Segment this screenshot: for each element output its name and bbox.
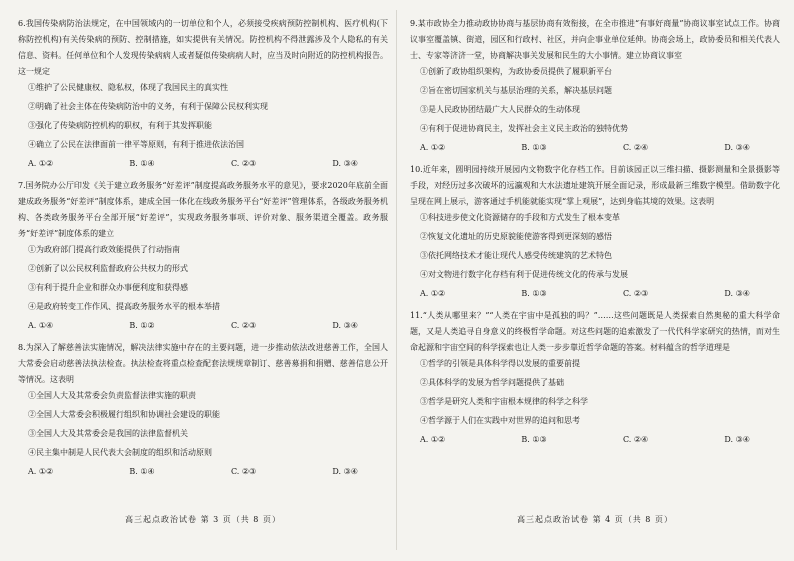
statement: ②具体科学的发展为哲学问题提供了基础 bbox=[420, 378, 564, 387]
question-stem: “人类从哪里来？”“人类在宇宙中是孤独的吗？”……这些问题既是人类探索自然奥秘的重大科学命题，又是人类追寻自身意义的终极哲学命题。对这些问题的追索激发了一代代科学家研究的热情，而对生命起源和宇宙空间的科学探索也让人类一步步靠近哲学命题的答案。材料蕴含的哲学道理是 bbox=[410, 311, 780, 352]
choice-c: C. ②③ bbox=[230, 467, 257, 476]
choice-d: D. ③④ bbox=[724, 289, 750, 298]
choice-a: A. ①② bbox=[28, 159, 54, 168]
choice-b: B. ①④ bbox=[129, 159, 155, 168]
choice-d: D. ③④ bbox=[332, 159, 358, 168]
choice-c: C. ②③ bbox=[230, 321, 257, 330]
question-number: 7. bbox=[18, 181, 26, 190]
answer-choices bbox=[410, 286, 780, 302]
choice-c: C. ②③ bbox=[622, 289, 649, 298]
question-11 bbox=[410, 308, 780, 448]
statement: ④是政府转变工作作风、提高政务服务水平的根本举措 bbox=[28, 302, 220, 311]
question-10 bbox=[410, 162, 780, 302]
statement: ④确立了公民在法律面前一律平等原则，有利于推进依法治国 bbox=[28, 140, 244, 149]
statement: ③强化了传染病防控机构的职权，有利于其发挥职能 bbox=[28, 121, 212, 130]
answer-choices bbox=[18, 156, 388, 172]
statement: ②明确了社会主体在传染病防治中的义务，有利于保障公民权利实现 bbox=[28, 102, 268, 111]
statement: ④对文物进行数字化存档有利于促进传统文化的传承与发展 bbox=[420, 270, 628, 279]
choice-a: A. ①② bbox=[420, 435, 446, 444]
statement: ①哲学的引领是具体科学得以发展的重要前提 bbox=[420, 359, 580, 368]
choice-a: A. ①② bbox=[420, 289, 446, 298]
question-stem: 我国传染病防治法规定，在中国领域内的一切单位和个人，必须接受疾病预防控制机构、医疗机构(下称防控机构)有关传染病的预防、控制措施，如实提供有关情况。防控机构不得泄露涉及个人隐私的有关信息、资料。任何单位和个人发现传染病病人或者疑似传染病病人时，应当及时向附近的防控机构报告。这一规定 bbox=[18, 19, 388, 76]
statement: ④民主集中制是人民代表大会制度的组织和活动原则 bbox=[28, 448, 212, 457]
choice-b: B. ①③ bbox=[521, 289, 547, 298]
choice-d: D. ③④ bbox=[332, 321, 358, 330]
choice-c: C. ②④ bbox=[622, 435, 649, 444]
question-number: 9. bbox=[410, 19, 418, 28]
statement: ①全国人大及其常委会负责监督法律实施的职责 bbox=[28, 391, 196, 400]
answer-choices bbox=[18, 318, 388, 334]
choice-a: A. ①② bbox=[420, 143, 446, 152]
statement: ①创新了政协组织架构，为政协委员提供了履职新平台 bbox=[420, 67, 612, 76]
choice-b: B. ①③ bbox=[521, 435, 547, 444]
choice-b: B. ①② bbox=[129, 321, 155, 330]
statement: ③是人民政协团结最广大人民群众的生动体现 bbox=[420, 105, 580, 114]
question-number: 8. bbox=[18, 343, 26, 352]
choice-d: D. ③④ bbox=[724, 435, 750, 444]
page-divider bbox=[396, 10, 397, 550]
statement: ②全国人大常委会积极履行组织和协调社会建设的职能 bbox=[28, 410, 220, 419]
page-4 bbox=[410, 16, 780, 536]
choice-a: A. ①④ bbox=[28, 321, 54, 330]
question-number: 6. bbox=[18, 19, 26, 28]
choice-c: C. ②③ bbox=[230, 159, 257, 168]
statement: ①科技进步使文化资源储存的手段和方式发生了根本变革 bbox=[420, 213, 620, 222]
statement: ④哲学源于人们在实践中对世界的追问和思考 bbox=[420, 416, 580, 425]
statement: ④有利于促进协商民主，发挥社会主义民主政治的独特优势 bbox=[420, 124, 628, 133]
question-8 bbox=[18, 340, 388, 480]
choice-d: D. ③④ bbox=[724, 143, 750, 152]
statement: ③全国人大及其常委会是我国的法律监督机关 bbox=[28, 429, 188, 438]
choice-d: D. ③④ bbox=[332, 467, 358, 476]
page-footer: 高三起点政治试卷 第 3 页（共 8 页） bbox=[125, 515, 281, 524]
question-number: 10. bbox=[410, 165, 423, 174]
choice-a: A. ①② bbox=[28, 467, 54, 476]
question-number: 11. bbox=[410, 311, 423, 320]
answer-choices bbox=[18, 464, 388, 480]
statement: ②创新了以公民权利监督政府公共权力的形式 bbox=[28, 264, 188, 273]
answer-choices bbox=[410, 432, 780, 448]
statement: ①为政府部门提高行政效能提供了行动指南 bbox=[28, 245, 180, 254]
statement: ②旨在密切国家机关与基层治理的关系，解决基层问题 bbox=[420, 86, 612, 95]
choice-b: B. ①④ bbox=[129, 467, 155, 476]
question-stem: 为深入了解慈善法实施情况，解决法律实施中存在的主要问题，进一步推动依法改进慈善工作，全国人大常委会启动慈善法执法检查。执法检查将重点检查配套法规规章制订、慈善募捐和捐赠、慈善信息公开等情况。这表明 bbox=[18, 343, 388, 384]
question-9 bbox=[410, 16, 780, 156]
statement: ③哲学是研究人类和宇宙根本规律的科学之科学 bbox=[420, 397, 588, 406]
statement: ③有利于提升企业和群众办事便利度和获得感 bbox=[28, 283, 188, 292]
statement: ②恢复文化遗址的历史原貌能使游客得到更深刻的感悟 bbox=[420, 232, 612, 241]
question-stem: 近年来，圆明园持续开展园内文物数字化存档工作。目前该园正以三维扫描、摄影测量和全景摄影等手段，对经历过多次破坏的远瀛观和大水法遗址建筑开展全面记录，形成最新三维数字模型。借助数字化呈现在网上展示，游客通过手机能就能实现“掌上观展”，达到身临其境的效果。这表明 bbox=[410, 165, 780, 206]
statement: ③依托网络技术才能让现代人感受传统建筑的艺术特色 bbox=[420, 251, 612, 260]
page-footer: 高三起点政治试卷 第 4 页（共 8 页） bbox=[517, 515, 673, 524]
question-stem: 某市政协全力推动政协协商与基层协商有效衔接，在全市推进“有事好商量”协商议事室试点工作。协商议事室覆盖镇、街道，园区和行政村、社区，并向企事业单位延伸。协商会场上，政协委员和相关代表人士、专家等济济一堂，协商解决事关发展和民生的大小事情。建立协商议事室 bbox=[410, 19, 780, 60]
page-3 bbox=[18, 16, 388, 536]
question-stem: 国务院办公厅印发《关于建立政务服务“好差评”制度提高政务服务水平的意见》，要求2020年底前全面建成政务服务“好差评”制度体系，建成全国一体化在线政务服务平台“好差评”管理体系，各级政务服务机构、各类政务服务平台全部开展“好差评”，实现政务服务事项、评价对象、服务渠道全覆盖。政务服务“好差评”制度体系的建立 bbox=[18, 181, 388, 238]
statement: ①维护了公民健康权、隐私权，体现了我国民主的真实性 bbox=[28, 83, 228, 92]
choice-b: B. ①③ bbox=[521, 143, 547, 152]
question-6 bbox=[18, 16, 388, 172]
question-7 bbox=[18, 178, 388, 334]
answer-choices bbox=[410, 140, 780, 156]
choice-c: C. ②④ bbox=[622, 143, 649, 152]
